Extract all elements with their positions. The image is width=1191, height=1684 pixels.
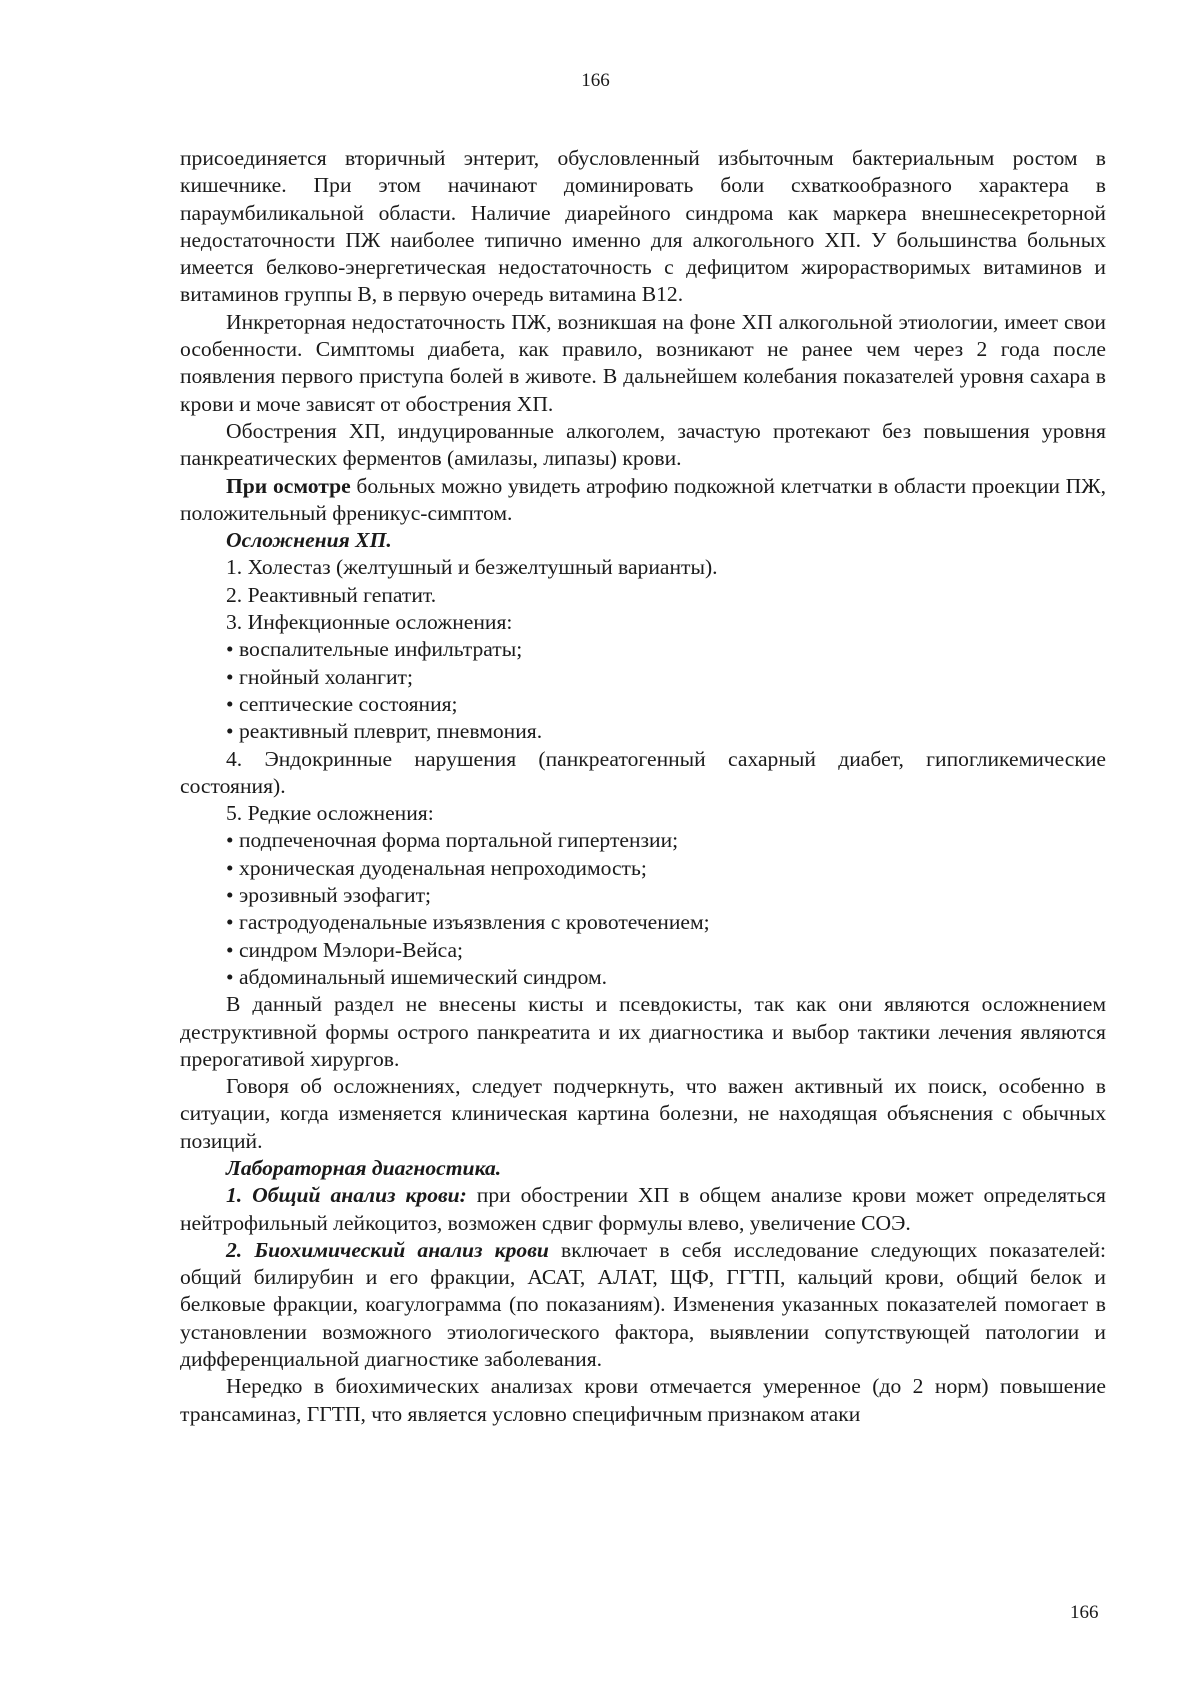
page-number-bottom: 166: [1070, 1602, 1099, 1623]
list-item: • воспалительные инфильтраты;: [226, 637, 523, 662]
paragraph-examination: [180, 473, 1106, 528]
document-body: [180, 145, 1106, 1428]
paragraph-enteritis: присоединяется вторичный энтерит, обусловленный избыточным бактериальным ростом в кишечнике. При этом начинают доминировать боли схваткообразного характера в параумбиликальной области. Наличие диарейного синдрома как маркера внешнесекреторной недостаточности ПЖ наиболее типично именно для алкогольного ХП. У большинства больных имеется белково-энергетическая недостаточность с дефицитом жирорастворимых витаминов и витаминов группы В, в первую очередь витамина B12.: [180, 146, 1106, 307]
examination-lead: При осмотре: [226, 473, 351, 498]
list-item: • хроническая дуоденальная непроходимость;: [226, 855, 647, 880]
list-item: 1. Холестаз (желтушный и безжелтушный варианты).: [226, 555, 718, 580]
list-item: • реактивный плеврит, пневмония.: [226, 719, 543, 744]
paragraph-incretory: Инкреторная недостаточность ПЖ, возникшая на фоне ХП алкогольной этиологии, имеет свои особенности. Симптомы диабета, как правило, возникают не ранее чем через 2 года после появления первого приступа болей в животе. В дальнейшем колебания показателей уровня сахара в крови и моче зависят от обострения ХП.: [180, 309, 1106, 416]
list-item: • синдром Мэлори-Вейса;: [226, 937, 464, 962]
biochem-text: включает в себя исследование следующих показателей: общий билирубин и его фракции, АСАТ, АЛАТ, ЩФ, ГГТП, кальций крови, общий белок и белковые фракции, коагулограмма (по показаниям). Изменения указанных показателей помогает в установлении возможного этиологического фактора, выявлении сопутствующей патологии и дифференциальной диагностике заболевания.: [180, 1237, 1106, 1372]
paragraph-biochem: [180, 1237, 1106, 1373]
list-item: 2. Реактивный гепатит.: [226, 582, 437, 607]
paragraph-search: Говоря об осложнениях, следует подчеркнуть, что важен активный их поиск, особенно в ситуации, когда изменяется клиническая картина болезни, не находящая объяснения с обычных позиций.: [180, 1074, 1106, 1153]
paragraph-cbc: [180, 1182, 1106, 1237]
list-item: 3. Инфекционные осложнения:: [226, 610, 513, 635]
list-item: • гастродуоденальные изъязвления с кровотечением;: [226, 910, 710, 935]
examination-text: больных можно увидеть атрофию подкожной клетчатки в области проекции ПЖ, положительный френикус-симптом.: [180, 473, 1106, 525]
list-item: • септические состояния;: [226, 691, 458, 716]
list-item: • подпеченочная форма портальной гипертензии;: [226, 828, 679, 853]
cbc-lead: 1. Общий анализ крови:: [226, 1183, 467, 1208]
list-item: • гнойный холангит;: [226, 664, 413, 689]
paragraph-exacerbations: Обострения ХП, индуцированные алкоголем, зачастую протекают без повышения уровня панкреатических ферментов (амилазы, липазы) крови.: [180, 418, 1106, 471]
list-item-endocrine: 4. Эндокринные нарушения (панкреатогенный сахарный диабет, гипогликемические состояния).: [180, 746, 1106, 798]
page-number-top: 166: [581, 70, 610, 91]
list-item: • абдоминальный ишемический синдром.: [226, 964, 608, 989]
paragraph-transaminases: Нередко в биохимических анализах крови отмечается умеренное (до 2 норм) повышение трансаминаз, ГГТП, что является условно специфичным признаком атаки: [180, 1374, 1106, 1426]
heading-lab-diagnostics: Лабораторная диагностика.: [226, 1155, 502, 1180]
cbc-text: при обострении ХП в общем анализе крови может определяться нейтрофильный лейкоцитоз, возможен сдвиг формулы влево, увеличение СОЭ.: [180, 1183, 1106, 1235]
list-item: • эрозивный эзофагит;: [226, 883, 432, 908]
list-item: 5. Редкие осложнения:: [226, 801, 434, 826]
paragraph-cysts: В данный раздел не внесены кисты и псевдокисты, так как они являются осложнением деструктивной формы острого панкреатита и их диагностика и выбор тактики лечения являются прерогативой хирургов.: [180, 992, 1106, 1071]
biochem-lead: 2. Биохимический анализ крови: [226, 1237, 549, 1262]
heading-complications: Осложнения ХП.: [226, 528, 392, 553]
